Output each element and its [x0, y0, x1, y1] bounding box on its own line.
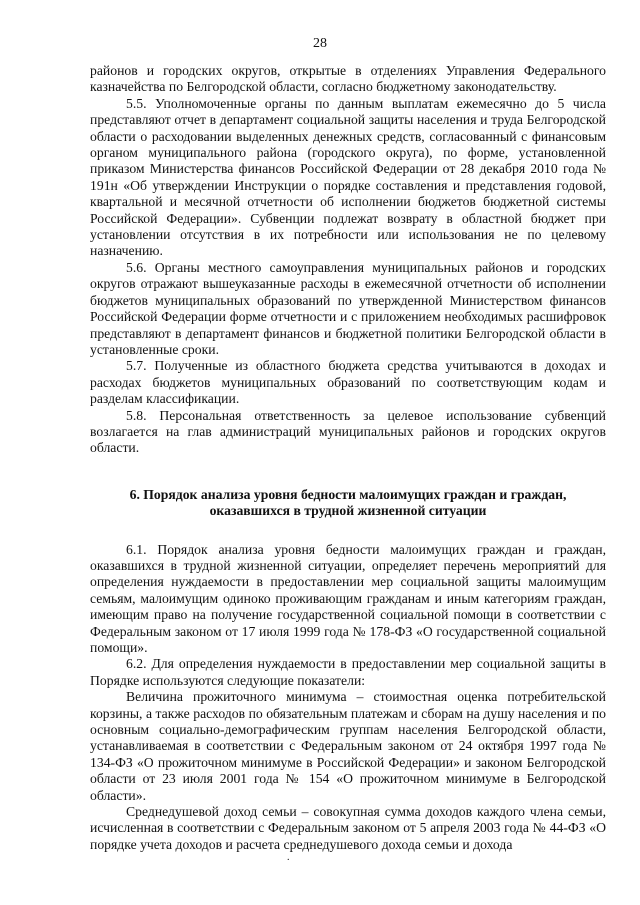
paragraph-6-2: 6.2. Для определения нуждаемости в предоставлении мер социальной защиты в Порядке используются следующие показатели: [90, 656, 606, 688]
section-heading-line1: 6. Порядок анализа уровня бедности малоимущих граждан и граждан, [129, 486, 567, 502]
section-heading [90, 487, 606, 520]
paragraph-subsistence-minimum: Величина прожиточного минимума – стоимостная оценка потребительской корзины, а также расходов по обязательным платежам и сборам на душу населения и по основным социально-демографическим группам населения Белгородской области, устанавливаемая в соответствии с Федеральным законом от 24 октября 1997 года № 134-ФЗ «О прожиточном минимуме в Российской Федерации» и законом Белгородской области от 23 июля 2001 года № 154 «О прожиточном минимуме в Белгородской области». [90, 689, 606, 803]
paragraph-average-income: Среднедушевой доход семьи – совокупная сумма доходов каждого члена семьи, исчисленная в соответствии с Федеральным законом от 5 апреля 2003 года № 44-ФЗ «О порядке учета доходов и расчета среднедушевого дохода семьи и дохода [90, 804, 606, 852]
document-body [90, 63, 606, 853]
paragraph-6-1: 6.1. Порядок анализа уровня бедности малоимущих граждан и граждан, оказавшихся в трудной жизненной ситуации, определяет перечень мероприятий для определения нуждаемости в предоставлении мер социальной защиты малоимущим семьям, малоимущим одиноко проживающим гражданам и иным категориям граждан, имеющим право на получение государственной социальной помощи в соответствии с Федеральным законом от 17 июля 1999 года № 178-ФЗ «О государственной социальной помощи». [90, 541, 606, 655]
paragraph-5-8: 5.8. Персональная ответственность за целевое использование субвенций возлагается на глав администраций муниципальных районов и городских округов области. [90, 407, 606, 456]
paragraph-5-6: 5.6. Органы местного самоуправления муниципальных районов и городских округов отражают вышеуказанные расходы в ежемесячной отчетности об исполнении бюджетов муниципальных образований по утвержденной Министерством финансов Российской Федерации форме отчетности и с приложением необходимых расшифровок представляют в департамент финансов и бюджетной политики Белгородской области в установленные сроки. [90, 259, 606, 357]
paragraph-5-7: 5.7. Полученные из областного бюджета средства учитываются в доходах и расходах бюджетов муниципальных образований по соответствующим кодам и разделам классификации. [90, 358, 606, 407]
paragraph-continuation: районов и городских округов, открытые в отделениях Управления Федерального казначейства по Белгородской области, согласно бюджетному законодательству. [90, 63, 606, 95]
paragraph-5-5: 5.5. Уполномоченные органы по данным выплатам ежемесячно до 5 числа представляют отчет в департамент социальной защиты населения и труда Белгородской области о расходовании выделенных денежных средств, согласованный с финансовым органом муниципального района (городского округа), по форме, установленной приказом Министерства финансов Российской Федерации от 28 декабря 2010 года № 191н «Об утверждении Инструкции о порядке составления и представления годовой, квартальной и месячной отчетности об исполнении бюджетов бюджетной системы Российской Федерации». Субвенции подлежат возврату в областной бюджет при установлении отсутствия в их потребности или использования не по целевому назначению. [90, 95, 606, 259]
page-number: 28 [313, 36, 327, 51]
footer-mark: . [287, 852, 290, 863]
section-heading-line2: оказавшихся в трудной жизненной ситуации [209, 503, 487, 519]
